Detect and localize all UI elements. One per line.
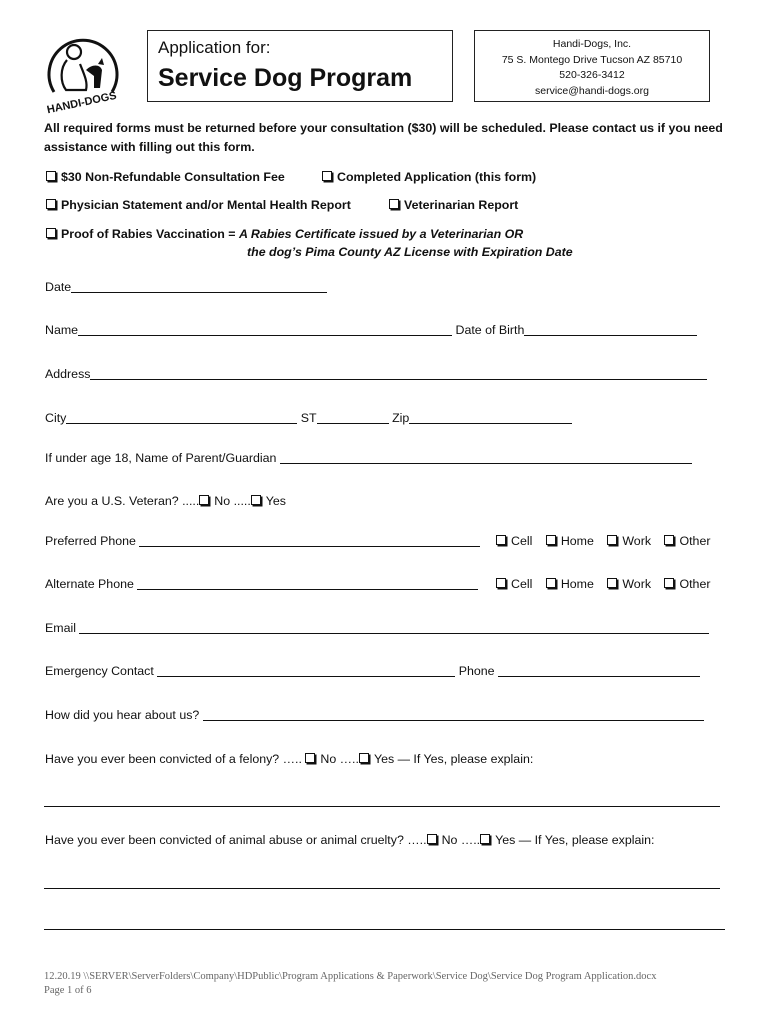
zip-field[interactable] bbox=[409, 411, 572, 424]
hear-label: How did you hear about us? bbox=[45, 708, 200, 722]
checkbox[interactable] bbox=[322, 171, 332, 181]
page-number: Page 1 of 6 bbox=[44, 985, 92, 996]
st-field[interactable] bbox=[317, 411, 389, 424]
abuse-yes-checkbox[interactable] bbox=[480, 834, 490, 844]
felony-label: Have you ever been convicted of a felony? ….. bbox=[45, 752, 302, 766]
checkbox[interactable] bbox=[664, 578, 674, 588]
abuse-explain-line-2[interactable] bbox=[44, 929, 725, 930]
phone-type-cell[interactable]: Cell bbox=[496, 577, 532, 591]
st-label: ST bbox=[300, 411, 317, 425]
org-address: 75 S. Montego Drive Tucson AZ 85710 bbox=[501, 53, 683, 66]
req-rabies-detail: the dog’s Pima County AZ License with Expiration Date bbox=[247, 245, 573, 259]
email-field[interactable] bbox=[79, 621, 709, 634]
phone-type-other[interactable]: Other bbox=[664, 577, 710, 591]
intro-text: All required forms must be returned before your consultation ($30) will be scheduled. Please contact us if you need assistance with filling out this form. bbox=[44, 121, 723, 154]
phone-type-home[interactable]: Home bbox=[546, 577, 594, 591]
checkbox[interactable] bbox=[46, 199, 56, 209]
preferred-phone-row bbox=[45, 534, 480, 548]
felony-row: Have you ever been convicted of a felony? ….. No ….. Yes — If Yes, please explain: bbox=[45, 752, 534, 766]
org-phone: 520-326-3412 bbox=[559, 69, 625, 81]
checkbox[interactable] bbox=[46, 228, 56, 238]
checkbox[interactable] bbox=[389, 199, 399, 209]
emergency-field[interactable] bbox=[157, 664, 455, 677]
veteran-label: Are you a U.S. Veteran? ..... bbox=[45, 494, 200, 508]
emergency-label: Emergency Contact bbox=[45, 664, 154, 678]
checkbox[interactable] bbox=[46, 171, 56, 181]
footer-path: 12.20.19 \\SERVER\ServerFolders\Company\HDPublic\Program Applications & Paperwork\Service Dog\Service Dog Program Application.docx bbox=[44, 971, 657, 982]
req-vet[interactable]: Veterinarian Report bbox=[389, 198, 518, 212]
city-field[interactable] bbox=[66, 411, 297, 424]
email-label: Email bbox=[45, 621, 76, 635]
hear-row bbox=[45, 708, 704, 722]
alternate-phone-field[interactable] bbox=[137, 577, 478, 590]
date-row bbox=[45, 280, 327, 294]
org-name: Handi-Dogs, Inc. bbox=[552, 38, 632, 50]
emergency-phone-label: Phone bbox=[458, 664, 495, 678]
req-physician[interactable]: Physician Statement and/or Mental Health Report bbox=[46, 198, 351, 212]
checkbox[interactable] bbox=[546, 578, 556, 588]
phone-type-cell[interactable]: Cell bbox=[496, 534, 532, 548]
city-label: City bbox=[45, 411, 67, 425]
preferred-phone-field[interactable] bbox=[139, 534, 480, 547]
abuse-no-checkbox[interactable] bbox=[427, 834, 437, 844]
handi-dogs-logo bbox=[40, 30, 124, 114]
guardian-field[interactable] bbox=[280, 451, 692, 464]
alternate-phone-row bbox=[45, 577, 478, 591]
felony-no-checkbox[interactable] bbox=[305, 753, 315, 763]
address-field[interactable] bbox=[90, 367, 707, 380]
veteran-no-checkbox[interactable] bbox=[199, 495, 209, 505]
felony-yes-checkbox[interactable] bbox=[359, 753, 369, 763]
name-field[interactable] bbox=[78, 323, 452, 336]
city-row bbox=[45, 411, 572, 425]
req-fee[interactable]: $30 Non-Refundable Consultation Fee bbox=[46, 170, 285, 184]
footer bbox=[44, 970, 656, 998]
zip-label: Zip bbox=[392, 411, 410, 425]
req-application[interactable]: Completed Application (this form) bbox=[322, 170, 536, 184]
alternate-phone-types bbox=[496, 577, 710, 591]
date-field[interactable] bbox=[71, 280, 327, 293]
page-title: Service Dog Program bbox=[158, 64, 413, 92]
email-row bbox=[45, 621, 709, 635]
guardian-label: If under age 18, Name of Parent/Guardian bbox=[45, 451, 277, 465]
org-email: service@handi-dogs.org bbox=[535, 84, 649, 97]
title-box bbox=[147, 30, 453, 102]
address-row bbox=[45, 367, 707, 381]
abuse-row: Have you ever been convicted of animal abuse or animal cruelty? ….. No ….. Yes — If Yes, please explain: bbox=[45, 833, 655, 847]
hear-field[interactable] bbox=[203, 708, 704, 721]
guardian-row bbox=[45, 451, 692, 465]
title-line1: Application for: bbox=[158, 38, 271, 57]
org-contact-box bbox=[474, 30, 710, 102]
address-label: Address bbox=[45, 367, 91, 381]
checkbox[interactable] bbox=[496, 535, 506, 545]
emergency-phone-field[interactable] bbox=[498, 664, 700, 677]
alternate-phone-label: Alternate Phone bbox=[45, 577, 134, 591]
veteran-yes-checkbox[interactable] bbox=[251, 495, 261, 505]
checkbox[interactable] bbox=[546, 535, 556, 545]
veteran-row: Are you a U.S. Veteran? ..... No ..... Yes bbox=[45, 494, 286, 508]
svg-text:HANDI-DOGS: HANDI-DOGS bbox=[45, 89, 118, 114]
name-label: Name bbox=[45, 323, 79, 337]
checkbox[interactable] bbox=[496, 578, 506, 588]
abuse-explain-line-1[interactable] bbox=[44, 888, 720, 889]
checkbox[interactable] bbox=[607, 535, 617, 545]
felony-explain-line[interactable] bbox=[44, 806, 720, 807]
req-rabies[interactable]: Proof of Rabies Vaccination = A Rabies Certificate issued by a Veterinarian OR bbox=[46, 227, 523, 241]
dob-field[interactable] bbox=[524, 323, 697, 336]
phone-type-work[interactable]: Work bbox=[607, 534, 651, 548]
phone-type-work[interactable]: Work bbox=[607, 577, 651, 591]
dob-label: Date of Birth bbox=[455, 323, 525, 337]
phone-type-home[interactable]: Home bbox=[546, 534, 594, 548]
preferred-phone-types bbox=[496, 534, 710, 548]
date-label: Date bbox=[45, 280, 72, 294]
name-row bbox=[45, 323, 697, 337]
checkbox[interactable] bbox=[607, 578, 617, 588]
emergency-row bbox=[45, 664, 700, 678]
phone-type-other[interactable]: Other bbox=[664, 534, 710, 548]
checkbox[interactable] bbox=[664, 535, 674, 545]
preferred-phone-label: Preferred Phone bbox=[45, 534, 136, 548]
abuse-label: Have you ever been convicted of animal abuse or animal cruelty? ….. bbox=[45, 833, 427, 847]
